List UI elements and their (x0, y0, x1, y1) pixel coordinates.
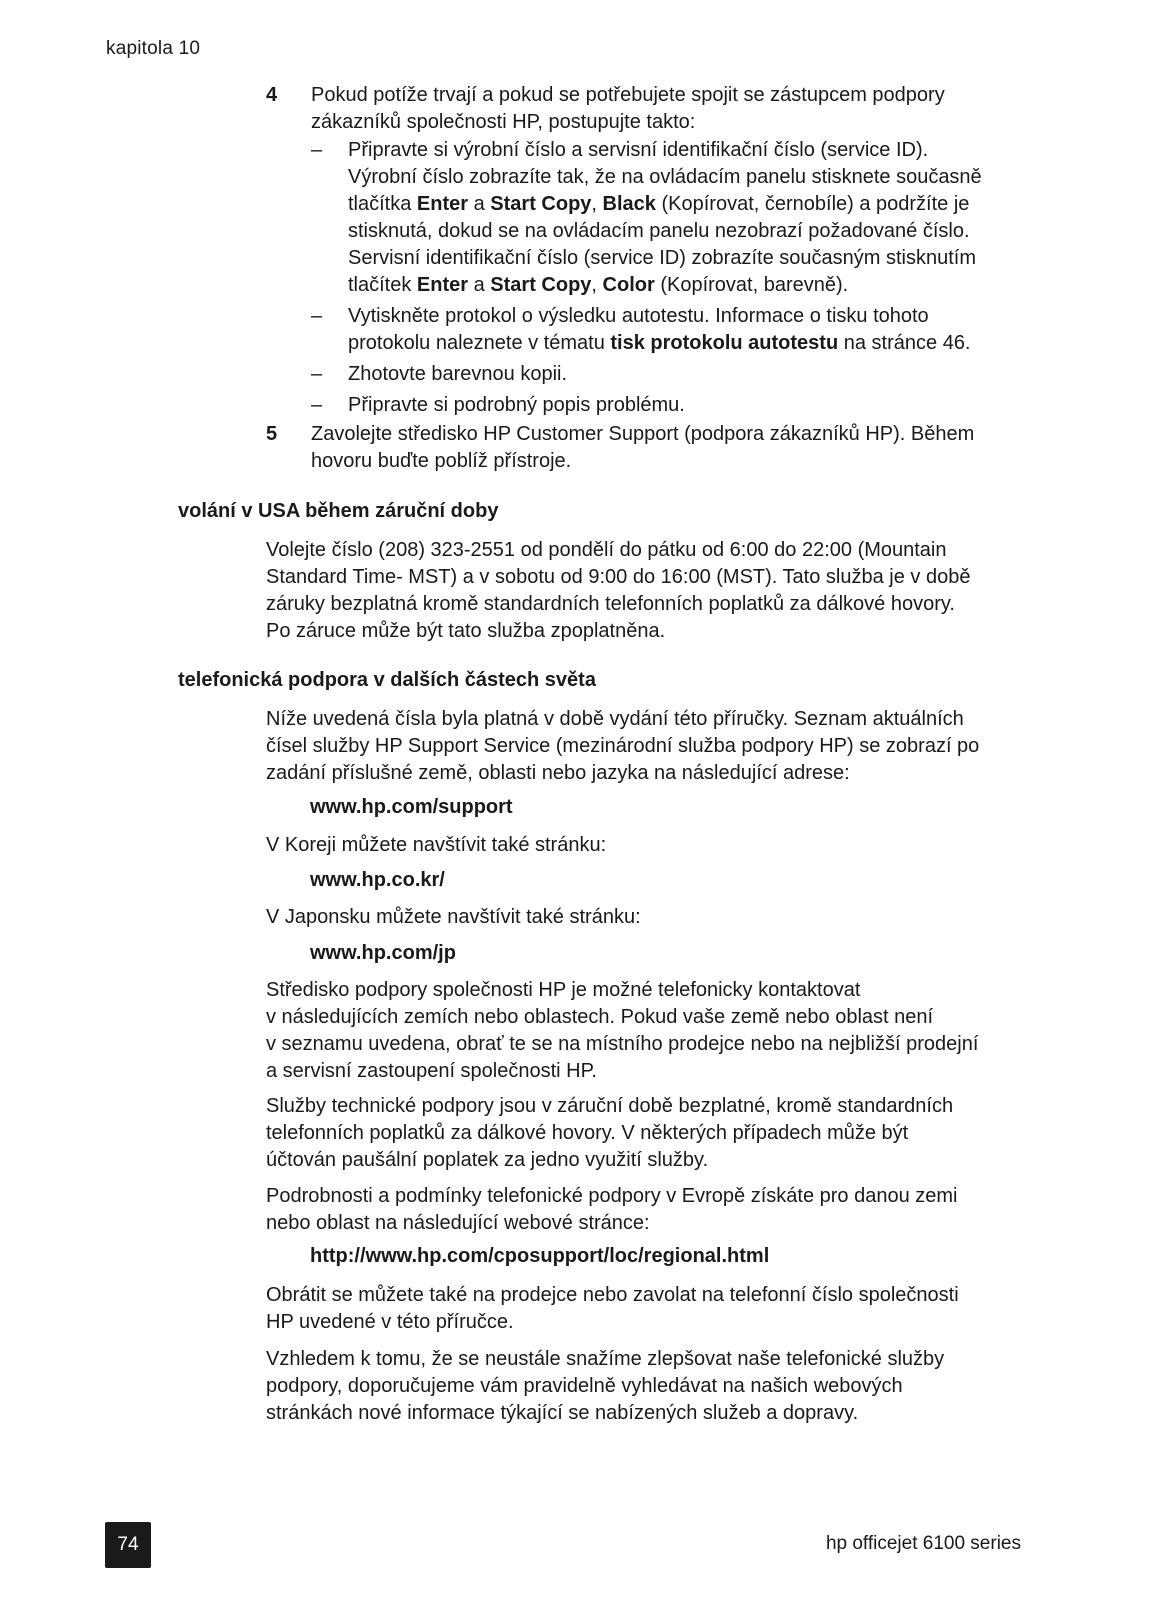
world-paragraph-2 (266, 977, 1046, 1085)
dash-mark: – (311, 394, 323, 416)
paragraph-line: Níže uvedená čísla byla platná v době vydání této příručky. Seznam aktuálních (266, 708, 964, 730)
url-hp-japan[interactable]: www.hp.com/jp (310, 942, 456, 964)
section-heading-usa: volání v USA během záruční doby (178, 500, 499, 522)
bullet-line: stisknutá, dokud se na ovládacím panelu nezobrazí požadované číslo. (348, 220, 970, 242)
bullet-item (311, 137, 1026, 299)
paragraph-line: stránkách nové informace týkající se nabízených služeb a dopravy. (266, 1402, 859, 1424)
japan-note (266, 904, 1046, 931)
paragraph-line: HP uvedené v této příručce. (266, 1311, 514, 1333)
dash-mark: – (311, 305, 323, 327)
dash-mark: – (311, 363, 323, 385)
world-paragraph-3 (266, 1093, 1046, 1174)
paragraph-line: V Koreji můžete navštívit také stránku: (266, 834, 607, 856)
bullet-line (348, 330, 1026, 357)
text: , (591, 274, 603, 296)
step-text-line: Zavolejte středisko HP Customer Support (podpora zákazníků HP). Během (311, 423, 975, 445)
paragraph-line: Vzhledem k tomu, že se neustále snažíme zlepšovat naše telefonické služby (266, 1348, 945, 1370)
key-name: Start Copy (490, 193, 592, 215)
paragraph-line: Podrobnosti a podmínky telefonické podpory v Evropě získáte pro danou zemi (266, 1185, 958, 1207)
bullet-line: Výrobní číslo zobrazíte tak, že na ovládacím panelu stisknete současně (348, 166, 982, 188)
paragraph-line: a servisní zastoupení společnosti HP. (266, 1060, 597, 1082)
text: (Kopírovat, barevně). (654, 274, 849, 296)
key-name: Start Copy (490, 274, 592, 296)
bullet-line (348, 191, 1026, 218)
step-text-line: zákazníků společnosti HP, postupujte takto: (311, 111, 696, 133)
paragraph-line: v následujících zemích nebo oblastech. Pokud vaše země nebo oblast není (266, 1006, 934, 1028)
world-paragraph-4 (266, 1183, 1046, 1237)
world-paragraph-6 (266, 1346, 1046, 1427)
paragraph-line: Volejte číslo (208) 323-2551 od pondělí do pátku od 6:00 do 22:00 (Mountain (266, 539, 947, 561)
product-name: hp officejet 6100 series (825, 1533, 1021, 1554)
dash-mark: – (311, 139, 323, 161)
step-number: 5 (266, 423, 278, 445)
paragraph-line: Standard Time- MST) a v sobotu od 9:00 do 16:00 (MST). Tato služba je v době (266, 566, 971, 588)
key-name: Enter (416, 274, 469, 296)
text: a (468, 193, 491, 215)
text: protokolu naleznete v tématu (348, 332, 611, 354)
url-hp-regional[interactable]: http://www.hp.com/cposupport/loc/regional.html (310, 1245, 770, 1267)
paragraph-line: Po záruce může být tato služba zpoplatněna. (266, 620, 666, 642)
bullet-line: Připravte si podrobný popis problému. (348, 394, 685, 416)
bullet-line: Zhotovte barevnou kopii. (348, 363, 568, 385)
url-hp-support[interactable]: www.hp.com/support (310, 796, 513, 818)
bullet-line (348, 272, 1026, 299)
paragraph-line: V Japonsku můžete navštívit také stránku: (266, 906, 641, 928)
text: tlačítek (348, 274, 417, 296)
page-number: 74 (105, 1522, 151, 1568)
paragraph-line: Obrátit se můžete také na prodejce nebo zavolat na telefonní číslo společnosti (266, 1284, 959, 1306)
world-paragraph-5 (266, 1282, 1046, 1336)
step-text-line: Pokud potíže trvají a pokud se potřebujete spojit se zástupcem podpory (311, 84, 945, 106)
key-name: Color (602, 274, 655, 296)
section-heading-world: telefonická podpora v dalších částech světa (178, 669, 596, 691)
key-name: Enter (416, 193, 469, 215)
paragraph-line: Služby technické podpory jsou v záruční době bezplatné, kromě standardních (266, 1095, 954, 1117)
text: , (591, 193, 603, 215)
step-number: 4 (266, 84, 278, 106)
text: tlačítka (348, 193, 417, 215)
key-name: Black (602, 193, 656, 215)
step-text-line: hovoru buďte poblíž přístroje. (311, 450, 572, 472)
bullet-line: Připravte si výrobní číslo a servisní identifikační číslo (service ID). (348, 139, 929, 161)
topic-reference: tisk protokolu autotestu (610, 332, 839, 354)
korea-note (266, 832, 1046, 859)
paragraph-line: podpory, doporučujeme vám pravidelně vyhledávat na našich webových (266, 1375, 903, 1397)
step-4-bullets (266, 137, 1026, 419)
bullet-line: Servisní identifikační číslo (service ID) zobrazíte současným stisknutím (348, 247, 976, 269)
usa-paragraph (266, 537, 1046, 645)
paragraph-line: Středisko podpory společnosti HP je možné telefonicky kontaktovat (266, 979, 861, 1001)
paragraph-line: telefonních poplatků za dálkové hovory. V některých případech může být (266, 1122, 909, 1144)
text: (Kopírovat, černobíle) a podržíte je (655, 193, 970, 215)
paragraph-line: nebo oblast na následující webové stránce: (266, 1212, 650, 1234)
paragraph-line: účtován paušální poplatek za jedno využití služby. (266, 1149, 709, 1171)
world-paragraph-1 (266, 706, 1046, 787)
text: a (468, 274, 491, 296)
step-5 (266, 421, 1026, 475)
paragraph-line: zadání příslušné země, oblasti nebo jazyka na následující adrese: (266, 762, 850, 784)
bullet-line: Vytiskněte protokol o výsledku autotestu. Informace o tisku tohoto (348, 305, 929, 327)
bullet-item (311, 303, 1026, 357)
url-hp-korea[interactable]: www.hp.co.kr/ (310, 869, 445, 891)
step-4 (266, 82, 1026, 136)
text: na stránce 46. (838, 332, 971, 354)
paragraph-line: záruky bezplatná kromě standardních telefonních poplatků za dálkové hovory. (266, 593, 955, 615)
bullet-item (311, 361, 1026, 388)
bullet-item (311, 392, 1026, 419)
chapter-label: kapitola 10 (106, 38, 201, 59)
paragraph-line: v seznamu uvedena, obrať te se na místního prodejce nebo na nejbližší prodejní (266, 1033, 979, 1055)
paragraph-line: čísel služby HP Support Service (mezinárodní služba podpory HP) se zobrazí po (266, 735, 980, 757)
